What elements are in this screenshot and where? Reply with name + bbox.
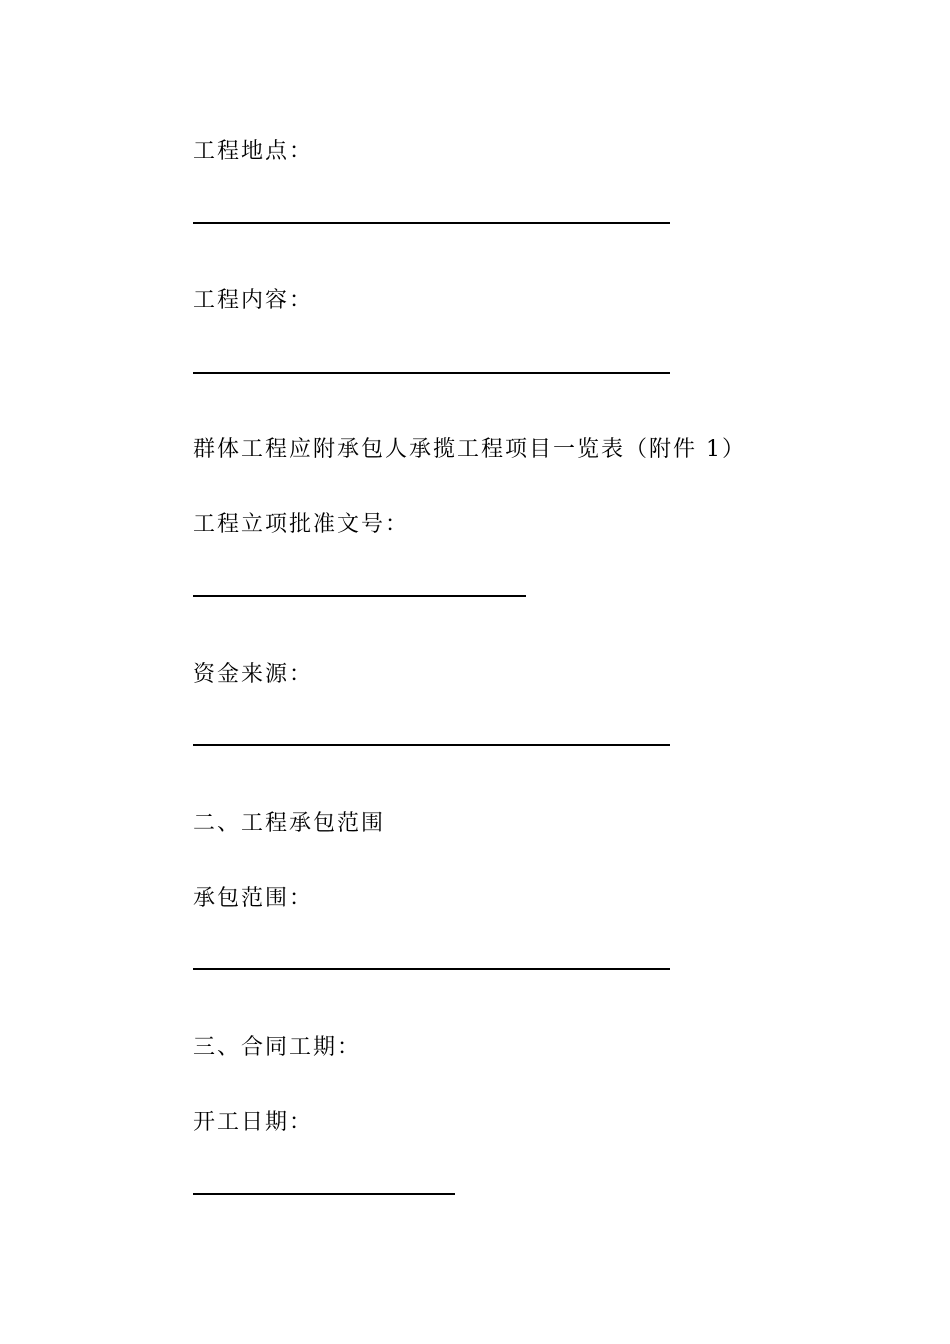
blank-line-start-date — [193, 1193, 455, 1195]
blank-line-project-content — [193, 372, 670, 374]
blank-line-approval-number — [193, 595, 526, 597]
field-label-contract-scope: 承包范围： — [193, 886, 314, 911]
blank-line-contract-scope — [193, 968, 670, 970]
blank-line-funding-source — [193, 744, 670, 746]
note-group-project-appendix: 群体工程应附承包人承揽工程项目一览表（附件 1） — [193, 437, 746, 462]
field-label-project-location: 工程地点： — [193, 139, 314, 164]
blank-line-project-location — [193, 222, 670, 224]
field-label-project-content: 工程内容： — [193, 288, 314, 313]
field-label-approval-number: 工程立项批准文号： — [193, 512, 410, 537]
field-label-start-date: 开工日期： — [193, 1110, 314, 1135]
field-label-funding-source: 资金来源： — [193, 662, 314, 687]
section-heading-scope: 二、工程承包范围 — [193, 811, 386, 836]
section-heading-contract-period: 三、合同工期： — [193, 1035, 362, 1060]
